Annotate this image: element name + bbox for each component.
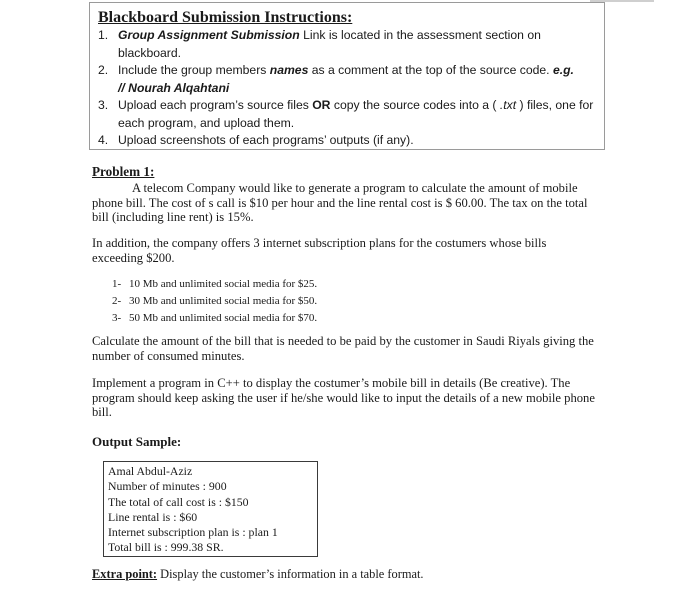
- extra-point: [92, 567, 424, 582]
- plans-list: [112, 276, 317, 327]
- instructions-list: [98, 27, 598, 150]
- output-line: Line rental is : $60: [108, 509, 198, 524]
- plan-item-2: 2- 30 Mb and unlimited social media for $50.: [112, 295, 318, 307]
- output-line: Total bill is : 999.38 SR.: [108, 540, 224, 555]
- output-line: Internet subscription plan is : plan 1: [108, 525, 278, 540]
- output-lines: [108, 464, 278, 556]
- plan-item-3: 3- 50 Mb and unlimited social media for $70.: [112, 312, 318, 324]
- problem-paragraph-4: Implement a program in C++ to display the costumer’s mobile bill in details (Be creative). The program should keep asking the user if he/she would like to input the details of a new mobile phone bill.: [92, 376, 595, 419]
- instructions-title: Blackboard Submission Instructions:: [98, 9, 353, 26]
- problem-paragraph-1: A telecom Company would like to generate a program to calculate the amount of mobile phone bill. The cost of s call is $10 per hour and the line rental cost is $ 60.00. The tax on the total bill (including line rent) is 15%.: [92, 181, 588, 224]
- output-sample-box: [103, 461, 318, 557]
- output-line: Number of minutes : 900: [108, 479, 227, 494]
- output-line: Amal Abdul-Aziz: [108, 464, 193, 478]
- instruction-item-3: 3. Upload each program’s source files OR copy the source codes into a ( .txt ) files, one for each program, and upload them.: [98, 98, 594, 130]
- instruction-item-2: 2. Include the group members names as a comment at the top of the source code. e.g. // Nourah Alqahtani: [98, 63, 574, 95]
- problem-paragraph-3: Calculate the amount of the bill that is needed to be paid by the customer in Saudi Riyals giving the number of consumed minutes.: [92, 334, 594, 363]
- instruction-item-1: 1. Group Assignment Submission Link is located in the assessment section on blackboard.: [98, 28, 541, 60]
- problem-label: Problem 1:: [92, 164, 155, 179]
- problem-paragraph-2: In addition, the company offers 3 internet subscription plans for the costumers whose bills exceeding $200.: [92, 236, 547, 265]
- instruction-item-4: 4. Upload screenshots of each programs’ outputs (if any).: [98, 133, 414, 147]
- instructions-box: [89, 2, 605, 150]
- output-line: The total of call cost is : $150: [108, 494, 249, 509]
- output-sample-title: Output Sample:: [92, 434, 182, 449]
- extra-point-text: Display the customer’s information in a table format.: [157, 567, 424, 581]
- plan-item-1: 1- 10 Mb and unlimited social media for $25.: [112, 278, 318, 290]
- extra-point-label: Extra point:: [92, 567, 158, 581]
